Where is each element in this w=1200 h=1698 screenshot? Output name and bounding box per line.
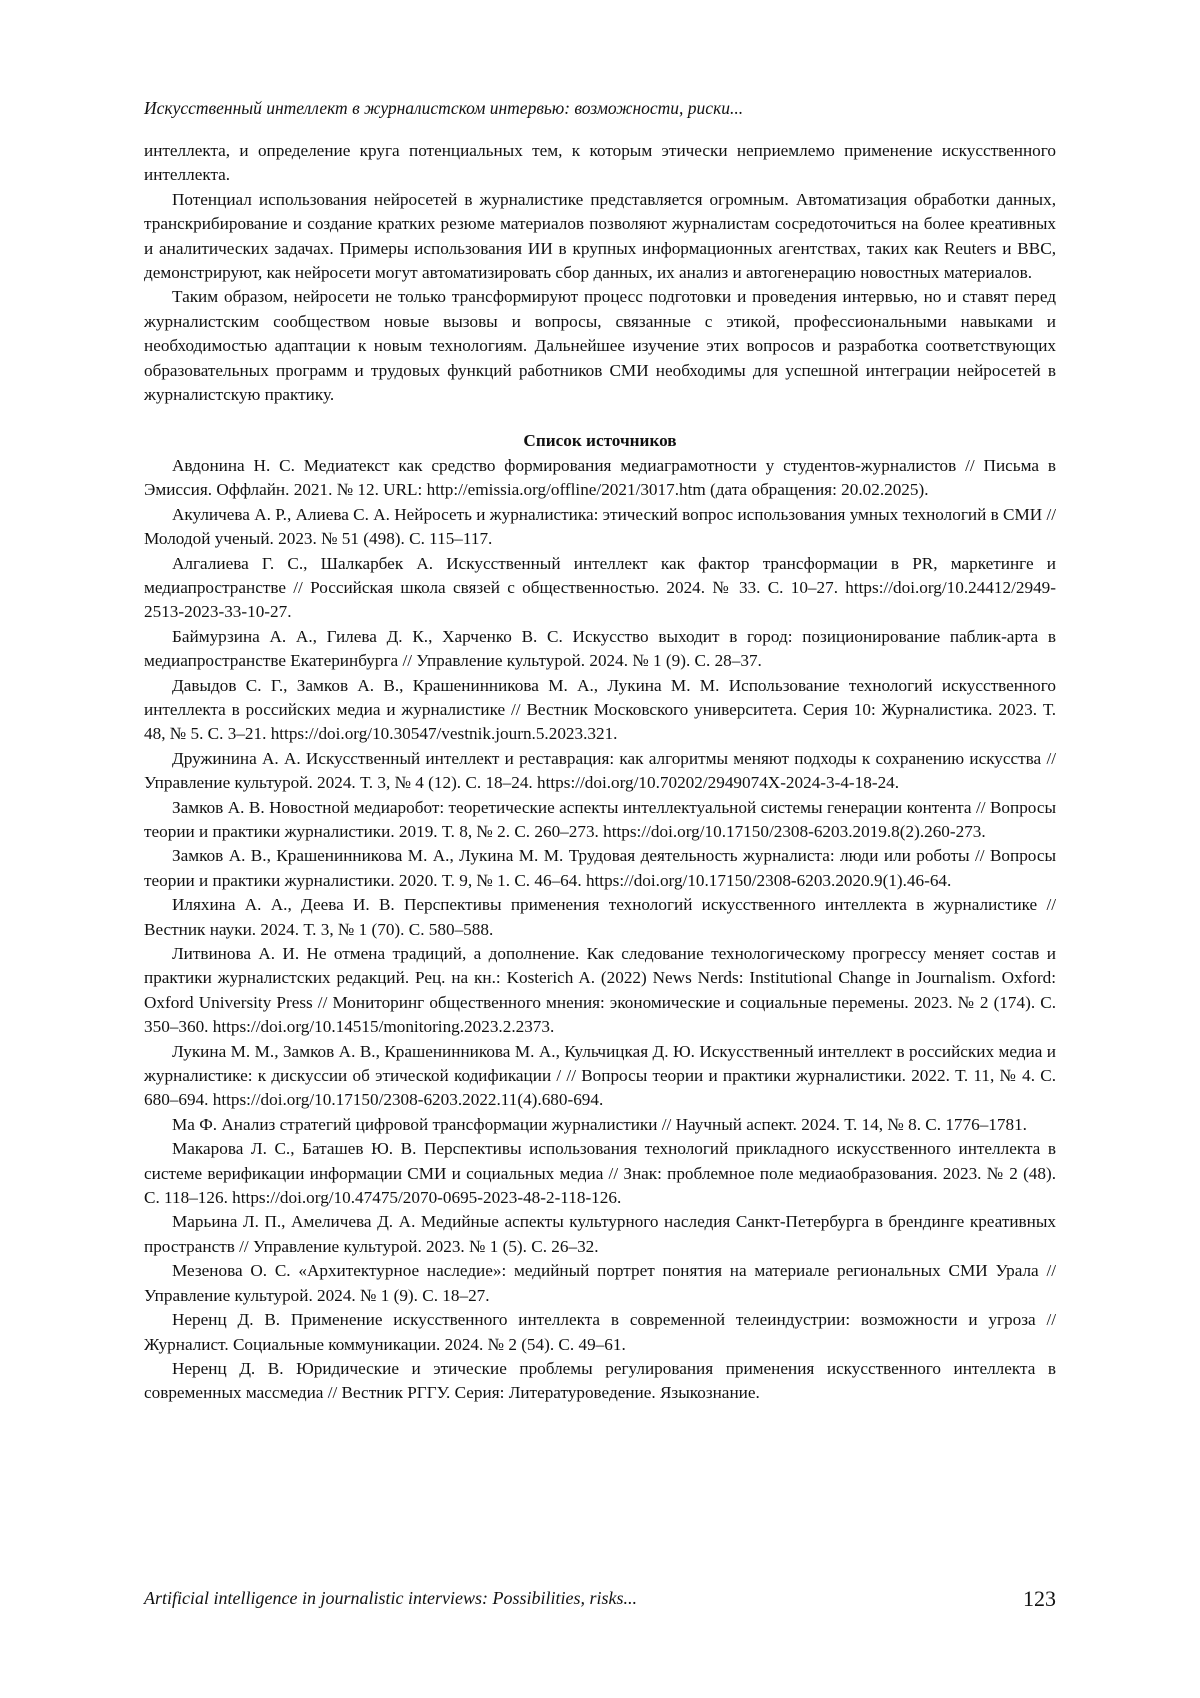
reference-item: Литвинова А. И. Не отмена традиций, а дополнение. Как следование технологическому прогрессу меняет состав и практики журналистских редакций. Рец. на кн.: Kosterich A. (2022) News Nerds: Institutional Change in Journalism. Oxford: Oxford University Press // Мониторинг общественного мнения: экономические и социальные перемены. 2023. № 2 (174). С. 350–360. https://doi.org/10.14515/monitoring.2023.2.2373. xyxy=(144,944,1056,1037)
reference-item: Неренц Д. В. Юридические и этические проблемы регулирования применения искусственного интеллекта в современных массмедиа // Вестник РГГУ. Серия: Литературоведение. Языкознание. xyxy=(144,1358,1056,1403)
reference-item: Дружинина А. А. Искусственный интеллект и реставрация: как алгоритмы меняют подходы к сохранению искусства // Управление культурой. 2024. Т. 3, № 4 (12). С. 18–24. https://doi.org/10.70202/2949074X-2024-3-4-18-24. xyxy=(144,748,1056,793)
reference-item: Баймурзина А. А., Гилева Д. К., Харченко В. С. Искусство выходит в город: позиционирование паблик-арта в медиапространстве Екатеринбурга // Управление культурой. 2024. № 1 (9). С. 28–37. xyxy=(144,626,1056,671)
reference-item: Ма Ф. Анализ стратегий цифровой трансформации журналистики // Научный аспект. 2024. Т. 14, № 8. С. 1776–1781. xyxy=(172,1114,1027,1134)
reference-item: Марьина Л. П., Амеличева Д. А. Медийные аспекты культурного наследия Санкт-Петербурга в брендинге креативных пространств // Управление культурой. 2023. № 1 (5). С. 26–32. xyxy=(144,1212,1056,1256)
reference-item: Алгалиева Г. С., Шалкарбек А. Искусственный интеллект как фактор трансформации в PR, маркетинге и медиапространстве // Российская школа связей с общественностью. 2024. № 33. С. 10–27. https://doi.org/10.24412/2949-2513-2023-33-10-27. xyxy=(144,553,1056,622)
page-number: 123 xyxy=(1023,1586,1056,1611)
references-heading: Список источников xyxy=(523,431,677,451)
running-header: Искусственный интеллект в журналистском интервью: возможности, риски... xyxy=(144,98,744,118)
reference-item: Неренц Д. В. Применение искусственного интеллекта в современной телеиндустрии: возможности и угроза // Журналист. Социальные коммуникации. 2024. № 2 (54). С. 49–61. xyxy=(144,1310,1056,1354)
reference-item: Макарова Л. С., Баташев Ю. В. Перспективы использования технологий прикладного искусственного интеллекта в системе верификации информации СМИ и социальных медиа // Знак: проблемное поле медиаобразования. 2023. № 2 (48). С. 118–126. https://doi.org/10.47475/2070-0695-2023-48-2-118-126. xyxy=(144,1139,1056,1208)
reference-item: Замков А. В. Новостной медиаробот: теоретические аспекты интеллектуальной системы генерации контента // Вопросы теории и практики журналистики. 2019. Т. 8, № 2. С. 260–273. https://doi.org/10.17150/2308-6203.2019.8(2).260-273. xyxy=(144,797,1056,841)
reference-item: Давыдов С. Г., Замков А. В., Крашенинникова М. А., Лукина М. М. Использование технологий искусственного интеллекта в российских медиа и журналистике // Вестник Московского университета. Серия 10: Журналистика. 2023. Т. 48, № 5. С. 3–21. https://doi.org/10.30547/vestnik.journ.5.2023.321. xyxy=(144,675,1056,744)
paragraph: Таким образом, нейросети не только трансформируют процесс подготовки и проведения интервью, но и ставят перед журналистским сообществом новые вызовы и вопросы, связанные с этикой, профессиональными навыками и необходимостью адаптации к новым технологиям. Дальнейшее изучение этих вопросов и разработка соответствующих образовательных программ и трудовых функций работников СМИ необходимы для успешной интеграции нейросетей в журналистскую практику. xyxy=(144,287,1056,405)
reference-item: Акуличева А. Р., Алиева С. А. Нейросеть и журналистика: этический вопрос использования умных технологий в СМИ // Молодой ученый. 2023. № 51 (498). С. 115–117. xyxy=(144,504,1056,549)
article-body xyxy=(144,139,1056,1406)
reference-item: Иляхина А. А., Деева И. В. Перспективы применения технологий искусственного интеллекта в журналистике // Вестник науки. 2024. Т. 3, № 1 (70). С. 580–588. xyxy=(144,895,1056,939)
paragraph-continuation: интеллекта, и определение круга потенциальных тем, к которым этически неприемлемо применение искусственного интеллекта. xyxy=(144,141,1056,185)
reference-item: Мезенова О. С. «Архитектурное наследие»: медийный портрет понятия на материале региональных СМИ Урала // Управление культурой. 2024. № 1 (9). С. 18–27. xyxy=(144,1261,1056,1305)
references-list xyxy=(144,454,1056,1406)
page-footer xyxy=(144,1588,1056,1616)
reference-item: Лукина М. М., Замков А. В., Крашенинникова М. А., Кульчицкая Д. Ю. Искусственный интеллект в российских медиа и журналистике: к дискуссии об этической кодификации / // Вопросы теории и практики журналистики. 2022. Т. 11, № 4. С. 680–694. https://doi.org/10.17150/2308-6203.2022.11(4).680-694. xyxy=(144,1041,1056,1110)
reference-item: Замков А. В., Крашенинникова М. А., Лукина М. М. Трудовая деятельность журналиста: люди или роботы // Вопросы теории и практики журналистики. 2020. Т. 9, № 1. С. 46–64. https://doi.org/10.17150/2308-6203.2020.9(1).46-64. xyxy=(144,846,1056,890)
reference-item: Авдонина Н. С. Медиатекст как средство формирования медиаграмотности у студентов-журналистов // Письма в Эмиссия. Оффлайн. 2021. № 12. URL: http://emissia.org/offline/2021/3017.htm (дата обращения: 20.02.2025). xyxy=(144,455,1056,500)
running-footer-title: Artificial intelligence in journalistic interviews: Possibilities, risks... xyxy=(144,1588,637,1608)
paragraph: Потенциал использования нейросетей в журналистике представляется огромным. Автоматизация обработки данных, транскрибирование и создание кратких резюме материалов позволяют журналистам сосредоточиться на более креативных и аналитических задачах. Примеры использования ИИ в крупных информационных агентствах, таких как Reuters и BBC, демонстрируют, как нейросети могут автоматизировать сбор данных, их анализ и автогенерацию новостных материалов. xyxy=(144,189,1056,283)
